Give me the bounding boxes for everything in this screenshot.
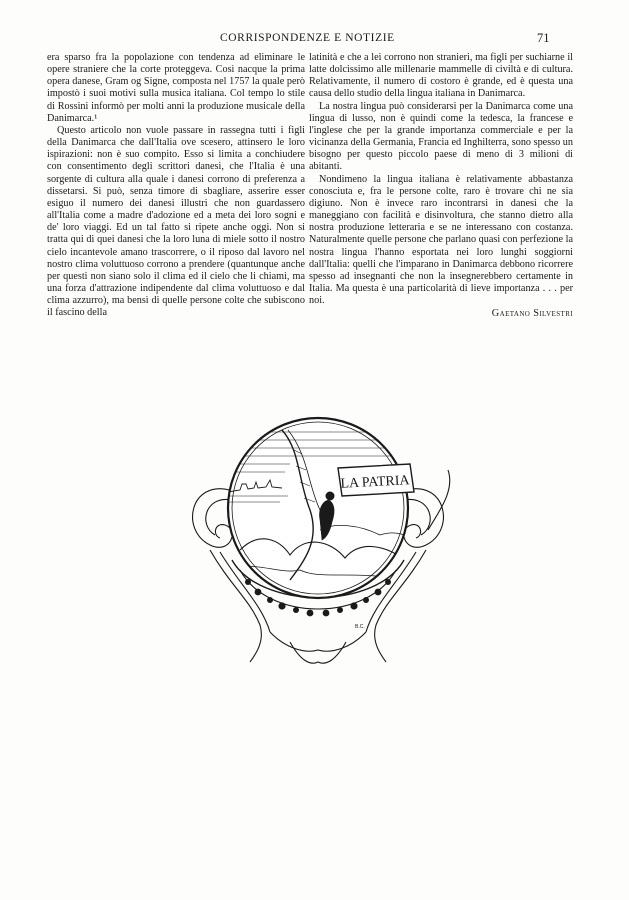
right-column <box>309 52 573 320</box>
right-paragraph-3: Nondimeno la lingua italiana è relativamente abbastanza conosciuta e, fra le persone colte, raro è trovare chi ne sia digiuno. Non è invece raro incontrarsi in danesi che la maneggiano con facilità e disinvoltura, che stanno dietro alla nostra produzione letteraria e se ne interessano con costanza. Naturalmente quelle persone che parlano quasi con perfezione la nostra lingua l'hanno esportata nei loro lunghi soggiorni dall'Italia: quelli che l'imparano in Danimarca debbono ricorrere spesso ad insegnanti che non la insegnerebbero certamente in Italia. Ma questa è una particolarità di lieve importanza . . . per noi. <box>309 173 573 307</box>
right-paragraph-1: latinità e che a lei corrono non stranieri, ma figli per suchiarne il latte dolcissimo alle millenarie mammelle di civiltà e di cultura. Relativamente, il numero di costoro è grande, ed è questa una causa dello studio della lingua italiana in Danimarca. <box>309 52 573 100</box>
banner-text: LA PATRIA <box>340 473 410 492</box>
left-paragraph-2: Questo articolo non vuole passare in rassegna tutti i figli della Danimarca che dall'Italia ove scesero, attinsero le loro ispirazioni: non è suo compito. Esso si limita a conchiudere con consentimento degli scrittori danesi, che l'Italia è una sorgente di cultura alla quale i danesi corrono di preferenza a dissetarsi. Si può, senza timore di sbagliare, asserire esser esiguo il numero dei danesi illustri che non guardassero all'Italia come a madre d'adozione ed a meta dei loro sogni e de' loro viaggi. Ed un tal fatto si ripete anche oggi. Non si tratta qui di quei danesi che la loro luna di miele sotto il nostro cielo incantevole amano trascorrere, o il riposo dal lavoro nel nostro clima voluttuoso corrono a prendere (quantunque anche per questi non siano solo il clima ed il cielo che li chiami, ma una forza d'attrazione indipendente dal clima voluttuoso e dal clima azzurro), ma bensì di quelle persone colte che subiscono il fascino della <box>47 124 305 319</box>
left-paragraph-1: era sparso fra la popolazione con tendenza ad eliminare le opere straniere che la corte proteggeva. Così nacque la prima opera danese, Gram og Signe, composta nel 1757 la quale però impostò i suoi motivi sulla musica italiana. Col tempo lo stile di Rossini informò per molti anni la produzione musicale della Danimarca.¹ <box>47 52 305 124</box>
author-signature: Gaetano Silvestri <box>491 308 573 320</box>
page-number: 71 <box>537 31 550 45</box>
artist-monogram: B.C. <box>355 624 365 630</box>
right-paragraph-2: La nostra lingua può considerarsi per la Danimarca come una lingua di lusso, non è quindi come la tedesca, la francese e l'inglese che per la grande importanza commerciale e per la vicinanza della Germania, Francia ed Inghilterra, sono spesso un bisogno per questo piccolo paese di meno di 3 milioni di abitanti. <box>309 100 573 173</box>
vignette-illustration <box>170 410 470 675</box>
la-patria-vignette <box>170 410 470 675</box>
running-title: CORRISPONDENZE E NOTIZIE <box>220 32 395 44</box>
left-column <box>47 52 305 319</box>
la-patria-plaque <box>338 464 414 496</box>
